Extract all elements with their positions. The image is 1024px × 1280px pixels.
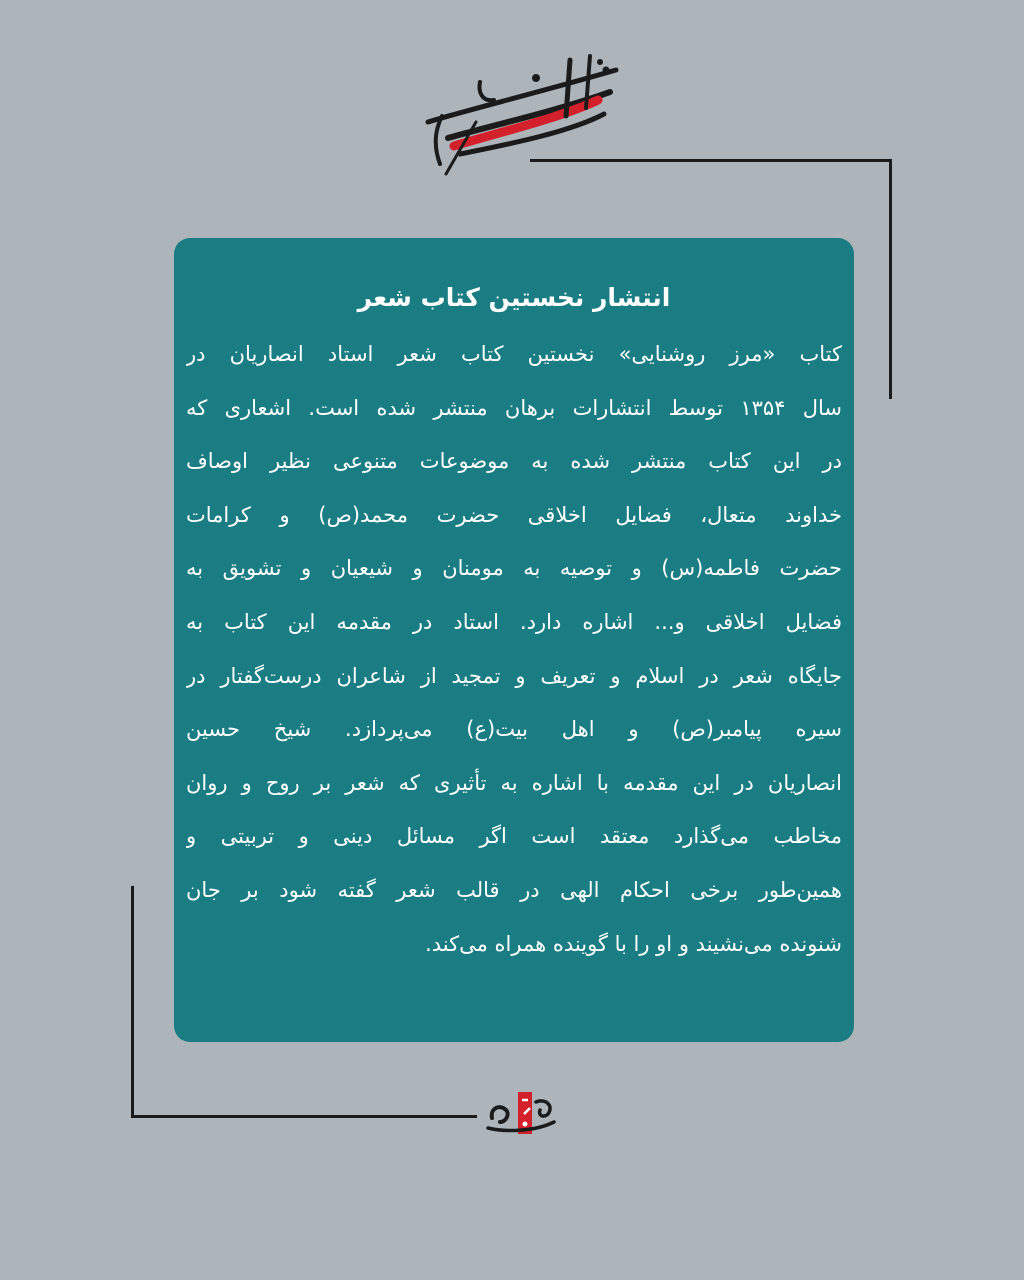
frame-left-line [131, 886, 134, 1118]
body-line: سال ۱۳۵۴ توسط انتشارات برهان منتشر شده است. اشعاری که [186, 395, 842, 420]
card-body [186, 328, 842, 971]
body-line: حضرت فاطمه(س) و توصیه به مومنان و شیعیان و تشویق به [186, 556, 842, 581]
body-line: مخاطب می‌گذارد معتقد است اگر مسائل دینی و تربیتی و [186, 824, 842, 849]
body-line: کتاب «مرز روشنایی» نخستین کتاب شعر استاد انصاریان در [186, 342, 842, 366]
body-line: فضایل اخلاقی و... اشاره دارد. استاد در مقدمه این کتاب به [186, 609, 842, 634]
calligraphy-logo-icon [420, 52, 625, 180]
content-card [174, 238, 854, 1042]
calligraphy-logo [420, 52, 625, 180]
frame-bottom-line [131, 1115, 477, 1118]
body-line: شنونده می‌نشیند و او را با گوینده همراه می‌کند. [425, 931, 842, 956]
card-title: انتشار نخستین کتاب شعر [357, 283, 671, 312]
body-line: همین‌طور برخی احکام الهی در قالب شعر گفته شود بر جان [186, 877, 842, 902]
body-line: سیره پیامبر(ص) و اهل بیت(ع) می‌پردازد. شیخ حسین [186, 717, 842, 742]
brand-logo-icon [484, 1088, 560, 1138]
body-line: انصاریان در این مقدمه با اشاره به تأثیری که شعر بر روح و روان [186, 770, 842, 795]
footer-brand-logo [484, 1088, 560, 1138]
body-line: در این کتاب منتشر شده به موضوعات متنوعی نظیر اوصاف [186, 449, 842, 474]
frame-right-line [889, 159, 892, 399]
body-line: جایگاه شعر در اسلام و تعریف و تمجید از شاعران درست‌گفتار در [186, 663, 842, 688]
body-line: خداوند متعال، فضایل اخلاقی حضرت محمد(ص) و کرامات [186, 502, 842, 527]
